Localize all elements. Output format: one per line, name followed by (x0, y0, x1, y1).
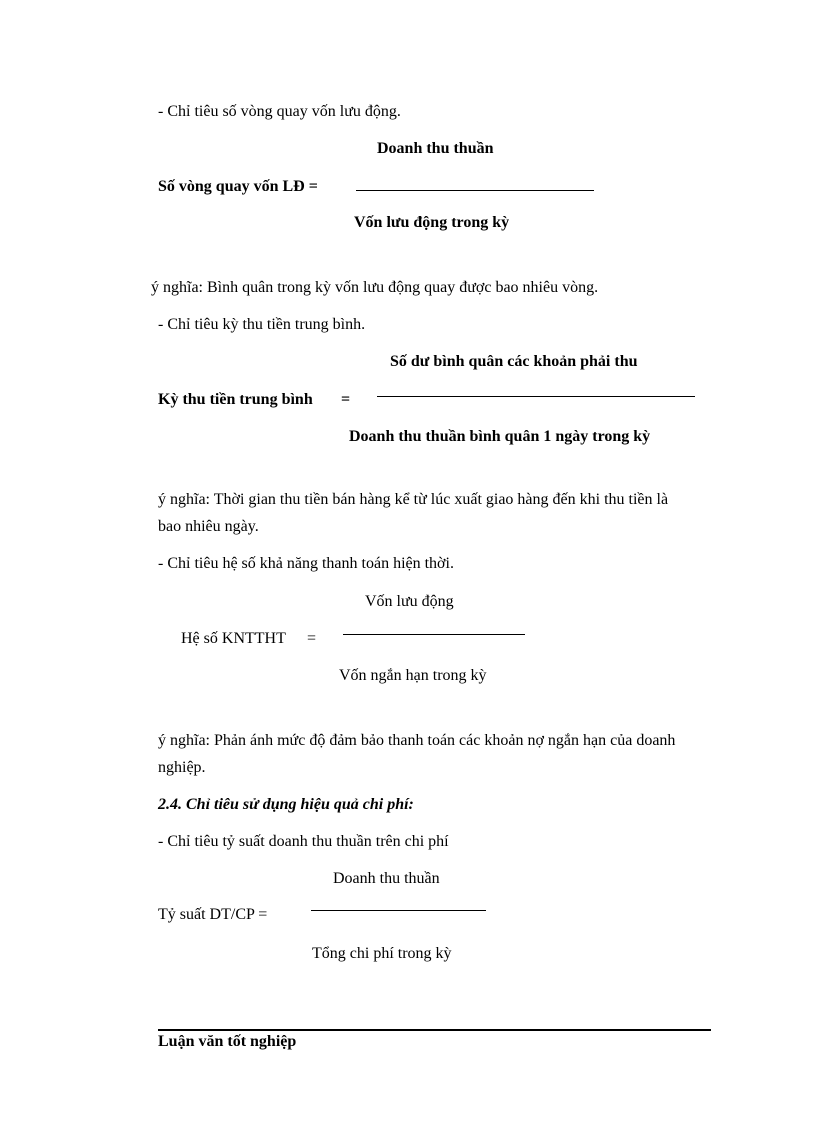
kntt-heading: - Chỉ tiêu hệ số khả năng thanh toán hiện thời. (158, 555, 454, 572)
vong-quay-fraction-line (356, 190, 594, 191)
kntt-meaning-1: ý nghĩa: Phản ánh mức độ đảm bảo thanh toán các khoản nợ ngắn hạn của doanh (158, 732, 676, 749)
ty-suat-denominator: Tổng chi phí trong kỳ (312, 945, 452, 962)
ky-thu-tien-meaning-2: bao nhiêu ngày. (158, 518, 259, 535)
vong-quay-denominator: Vốn lưu động trong kỳ (354, 214, 510, 231)
kntt-denominator: Vốn ngắn hạn trong kỳ (339, 667, 487, 684)
vong-quay-meaning: ý nghĩa: Bình quân trong kỳ vốn lưu động quay được bao nhiêu vòng. (151, 279, 599, 296)
vong-quay-numerator: Doanh thu thuần (377, 140, 494, 157)
ky-thu-tien-meaning-1: ý nghĩa: Thời gian thu tiền bán hàng kể từ lúc xuất giao hàng đến khi thu tiền là (158, 491, 669, 508)
ky-thu-tien-denominator: Doanh thu thuần bình quân 1 ngày trong kỳ (349, 428, 651, 445)
ky-thu-tien-numerator: Số dư bình quân các khoản phải thu (390, 353, 638, 370)
kntt-label: Hệ số KNTTHT (181, 630, 286, 647)
vong-quay-heading: - Chỉ tiêu số vòng quay vốn lưu động. (158, 103, 401, 120)
ty-suat-heading: - Chỉ tiêu tỷ suất doanh thu thuần trên chi phí (158, 833, 449, 850)
kntt-meaning-2: nghiệp. (158, 759, 206, 776)
ky-thu-tien-equals: = (341, 391, 351, 408)
kntt-equals: = (307, 630, 317, 647)
vong-quay-label: Số vòng quay vốn LĐ = (158, 178, 318, 195)
ky-thu-tien-label: Kỳ thu tiền trung bình (158, 391, 313, 408)
footer-rule (158, 1029, 711, 1031)
ty-suat-numerator: Doanh thu thuần (333, 870, 440, 887)
kntt-fraction-line (343, 634, 525, 635)
footer-text: Luận văn tốt nghiệp (158, 1033, 297, 1050)
kntt-numerator: Vốn lưu động (365, 593, 454, 610)
ky-thu-tien-fraction-line (377, 396, 695, 397)
section-title: 2.4. Chỉ tiêu sử dụng hiệu quả chi phí: (158, 796, 414, 813)
ky-thu-tien-heading: - Chỉ tiêu kỳ thu tiền trung bình. (158, 316, 366, 333)
ty-suat-fraction-line (311, 910, 486, 911)
ty-suat-label: Tỷ suất DT/CP = (158, 906, 268, 923)
